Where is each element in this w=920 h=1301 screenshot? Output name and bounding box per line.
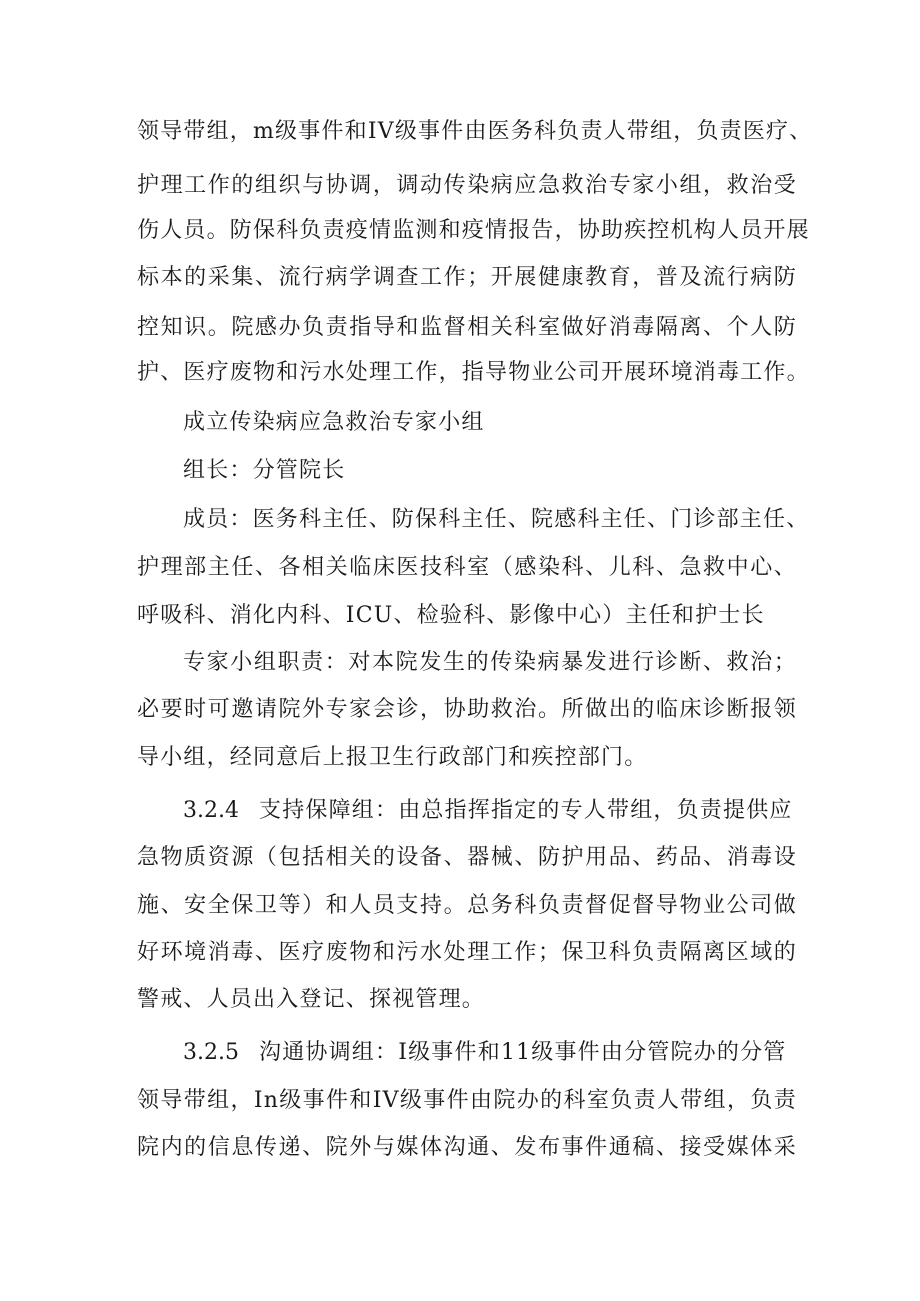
section-heading: 成立传染病应急救治专家小组 <box>183 410 485 435</box>
numbered-paragraph <box>183 796 797 826</box>
text-line: 呼吸科、消化内科、ICU、检验科、影像中心）主任和护士长 <box>137 603 765 628</box>
text-line: 支持保障组：由总指挥指定的专人带组，负责提供应 <box>259 798 793 823</box>
text-line: 控知识。院感办负责指导和监督相关科室做好消毒隔离、个人防 <box>137 315 797 340</box>
section-number: 3.2.4 <box>183 798 239 823</box>
numbered-paragraph <box>183 1038 797 1068</box>
text-line: 施、安全保卫等）和人员支持。总务科负责督促督导物业公司做 <box>137 893 797 918</box>
text-line: 专家小组职责：对本院发生的传染病暴发进行诊断、救治； <box>183 650 797 675</box>
section-number: 3.2.5 <box>183 1040 239 1065</box>
text-line: 警戒、人员出入登记、探视管理。 <box>137 987 486 1012</box>
text-line: 领导带组，m级事件和IV级事件由医务科负责人带组，负责医疗、 <box>137 119 813 144</box>
text-line: 标本的采集、流行病学调查工作；开展健康教育，普及流行病防 <box>137 265 797 290</box>
text-line: 护、医疗废物和污水处理工作，指导物业公司开展环境消毒工作。 <box>137 360 810 385</box>
text-line: 护理部主任、各相关临床医技科室（感染科、儿科、急救中心、 <box>137 555 797 580</box>
text-line: 护理工作的组织与协调，调动传染病应急救治专家小组，救治受 <box>137 173 797 198</box>
text-line: 组长：分管院长 <box>183 458 346 483</box>
text-line: 必要时可邀请院外专家会诊，协助救治。所做出的临床诊断报领 <box>137 697 797 722</box>
text-line: 伤人员。防保科负责疫情监测和疫情报告，协助疾控机构人员开展 <box>137 218 810 243</box>
text-line: 成员：医务科主任、防保科主任、院感科主任、门诊部主任、 <box>183 507 810 532</box>
text-line: 好环境消毒、医疗废物和污水处理工作；保卫科负责隔离区域的 <box>137 940 797 965</box>
text-line: 院内的信息传递、院外与媒体沟通、发布事件通稿、接受媒体采 <box>137 1135 797 1160</box>
text-line: 领导带组，In级事件和IV级事件由院办的科室负责人带组，负责 <box>137 1088 797 1113</box>
text-line: 沟通协调组：I级事件和11级事件由分管院办的分管 <box>259 1040 787 1065</box>
text-line: 导小组，经同意后上报卫生行政部门和疾控部门。 <box>137 745 648 770</box>
text-line: 急物质资源（包括相关的设备、器械、防护用品、药品、消毒设 <box>137 845 797 870</box>
